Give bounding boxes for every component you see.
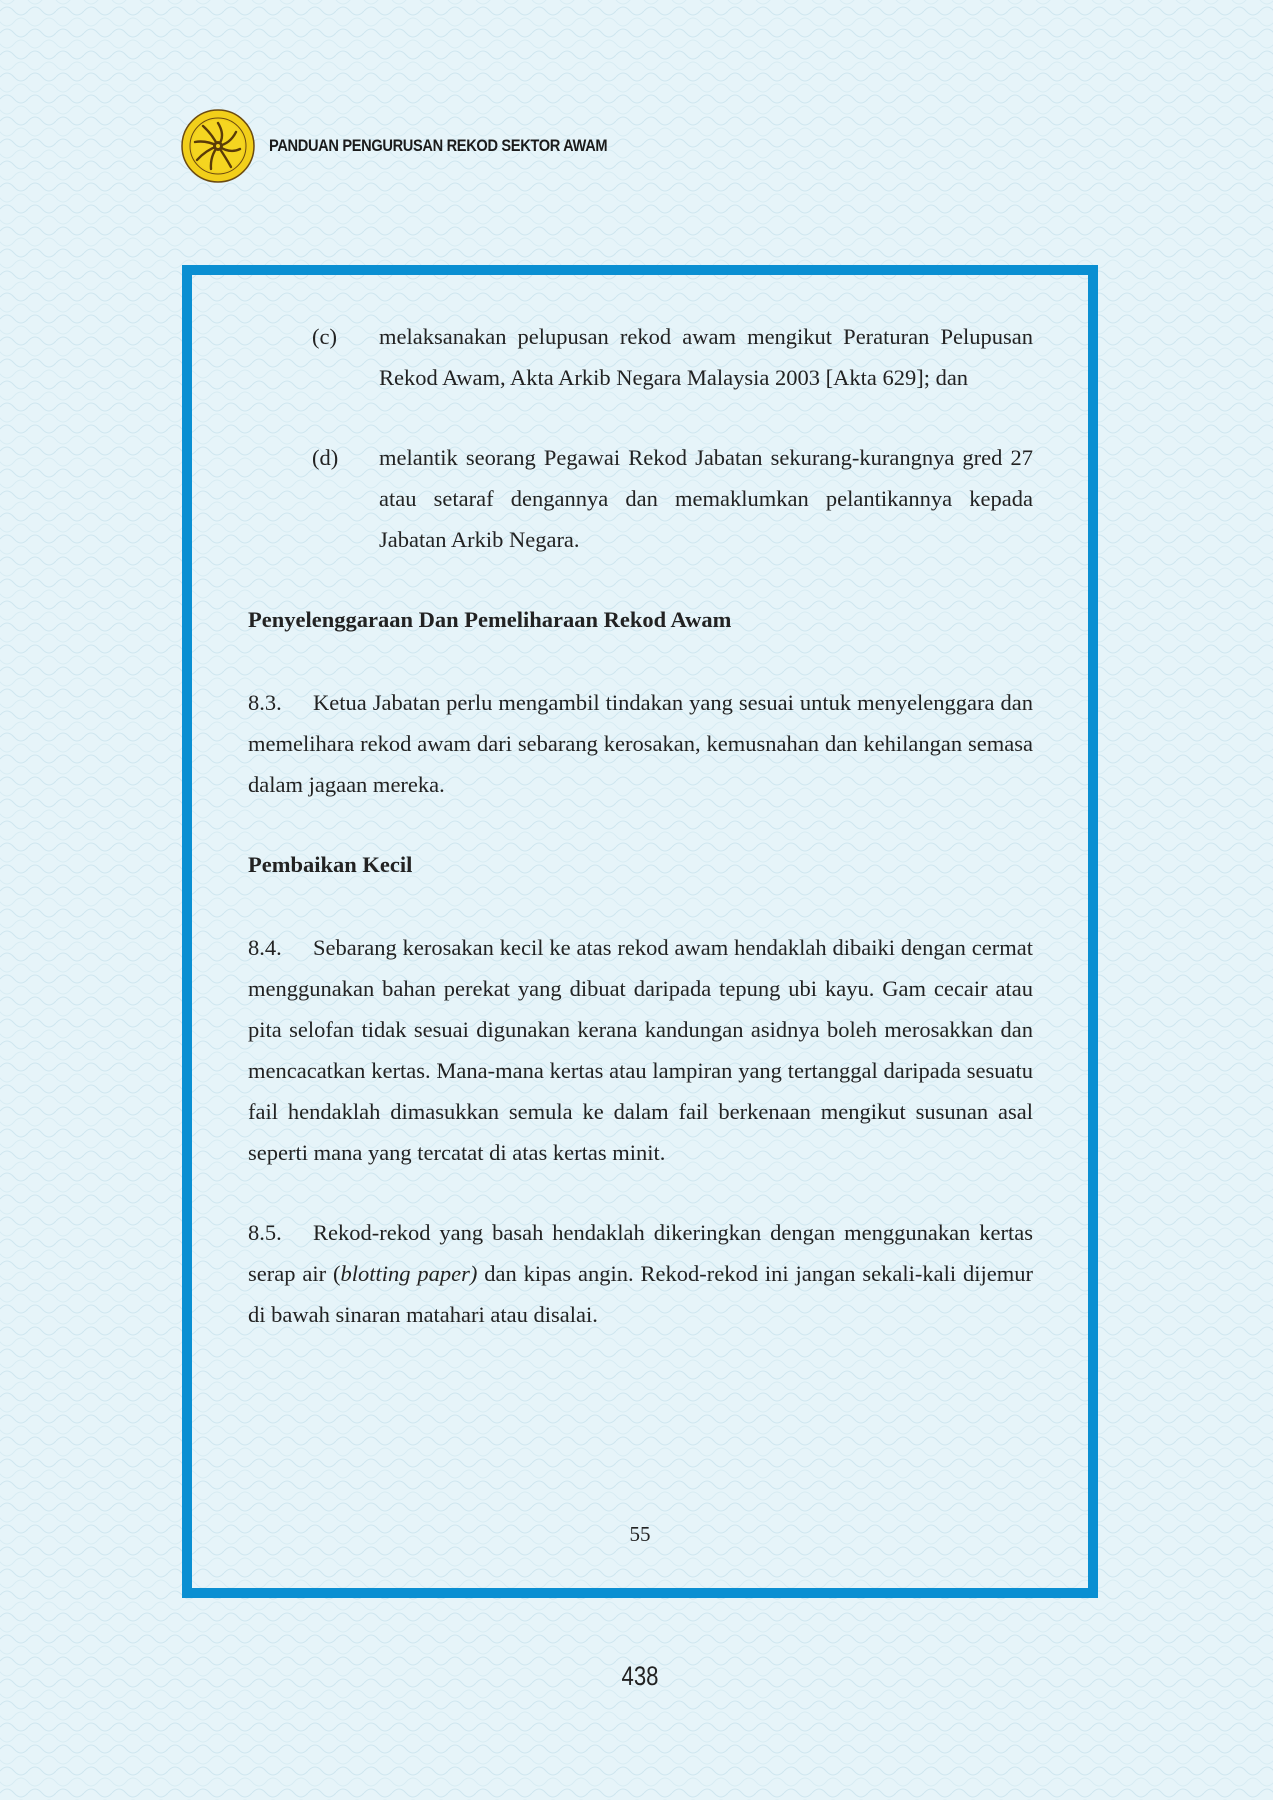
list-item-c — [312, 316, 1033, 398]
paragraph-8-3 — [248, 682, 1033, 805]
paragraph-text: Sebarang kerosakan kecil ke atas rekod awam hendaklah dibaiki dengan cermat menggunakan bahan perekat yang dibuat daripada tepung ubi kayu. Gam cecair atau pita selofan tidak sesuai digunakan kerana kandungan asidnya boleh merosakkan dan mencacatkan kertas. Mana-mana kertas atau lampiran yang tertanggal daripada sesuatu fail hendaklah dimasukkan semula ke dalam fail berkenaan mengikut susunan asal seperti mana yang tercatat di atas kertas minit. — [248, 935, 1033, 1165]
inner-page-number: 55 — [629, 1522, 651, 1546]
paragraph-italic-term: blotting paper) — [340, 1261, 478, 1286]
item-text: melantik seorang Pegawai Rekod Jabatan sekurang-kurangnya gred 27 atau setaraf dengannya dan memaklumkan pelantikannya kepada Jabatan Arkib Negara. — [379, 445, 1033, 552]
list-item-d — [312, 437, 1033, 560]
section-heading-penyelenggaraan: Penyelenggaraan Dan Pemeliharaan Rekod Awam — [248, 607, 732, 632]
jabatan-arkib-negara-emblem-icon — [181, 109, 255, 183]
document-title: PANDUAN PENGURUSAN REKOD SEKTOR AWAM — [269, 136, 608, 155]
item-label: (c) — [312, 324, 337, 349]
paragraph-text-continued: dan kipas angin. Rekod-rekod ini jangan sekali-kali dijemur di bawah sinaran matahari atau disalai. — [248, 1261, 1033, 1327]
page-header — [181, 109, 662, 183]
paragraph-text: Rekod-rekod yang basah hendaklah dikeringkan dengan menggunakan kertas serap air ( — [248, 1220, 1033, 1286]
paragraph-number: 8.4. — [248, 935, 282, 960]
paragraph-8-5 — [248, 1212, 1033, 1335]
paragraph-number: 8.5. — [248, 1220, 282, 1245]
paragraph-number: 8.3. — [248, 690, 282, 715]
item-label: (d) — [312, 445, 339, 470]
item-text: melaksanakan pelupusan rekod awam mengikut Peraturan Pelupusan Rekod Awam, Akta Arkib Negara Malaysia 2003 [Akta 629]; dan — [379, 324, 1033, 390]
paragraph-text: Ketua Jabatan perlu mengambil tindakan yang sesuai untuk menyelenggara dan memelihara rekod awam dari sebarang kerosakan, kemusnahan dan kehilangan semasa dalam jagaan mereka. — [248, 690, 1033, 797]
outer-page-number: 438 — [621, 1661, 659, 1691]
section-heading-pembaikan-kecil: Pembaikan Kecil — [248, 852, 413, 877]
paragraph-8-4 — [248, 927, 1033, 1173]
